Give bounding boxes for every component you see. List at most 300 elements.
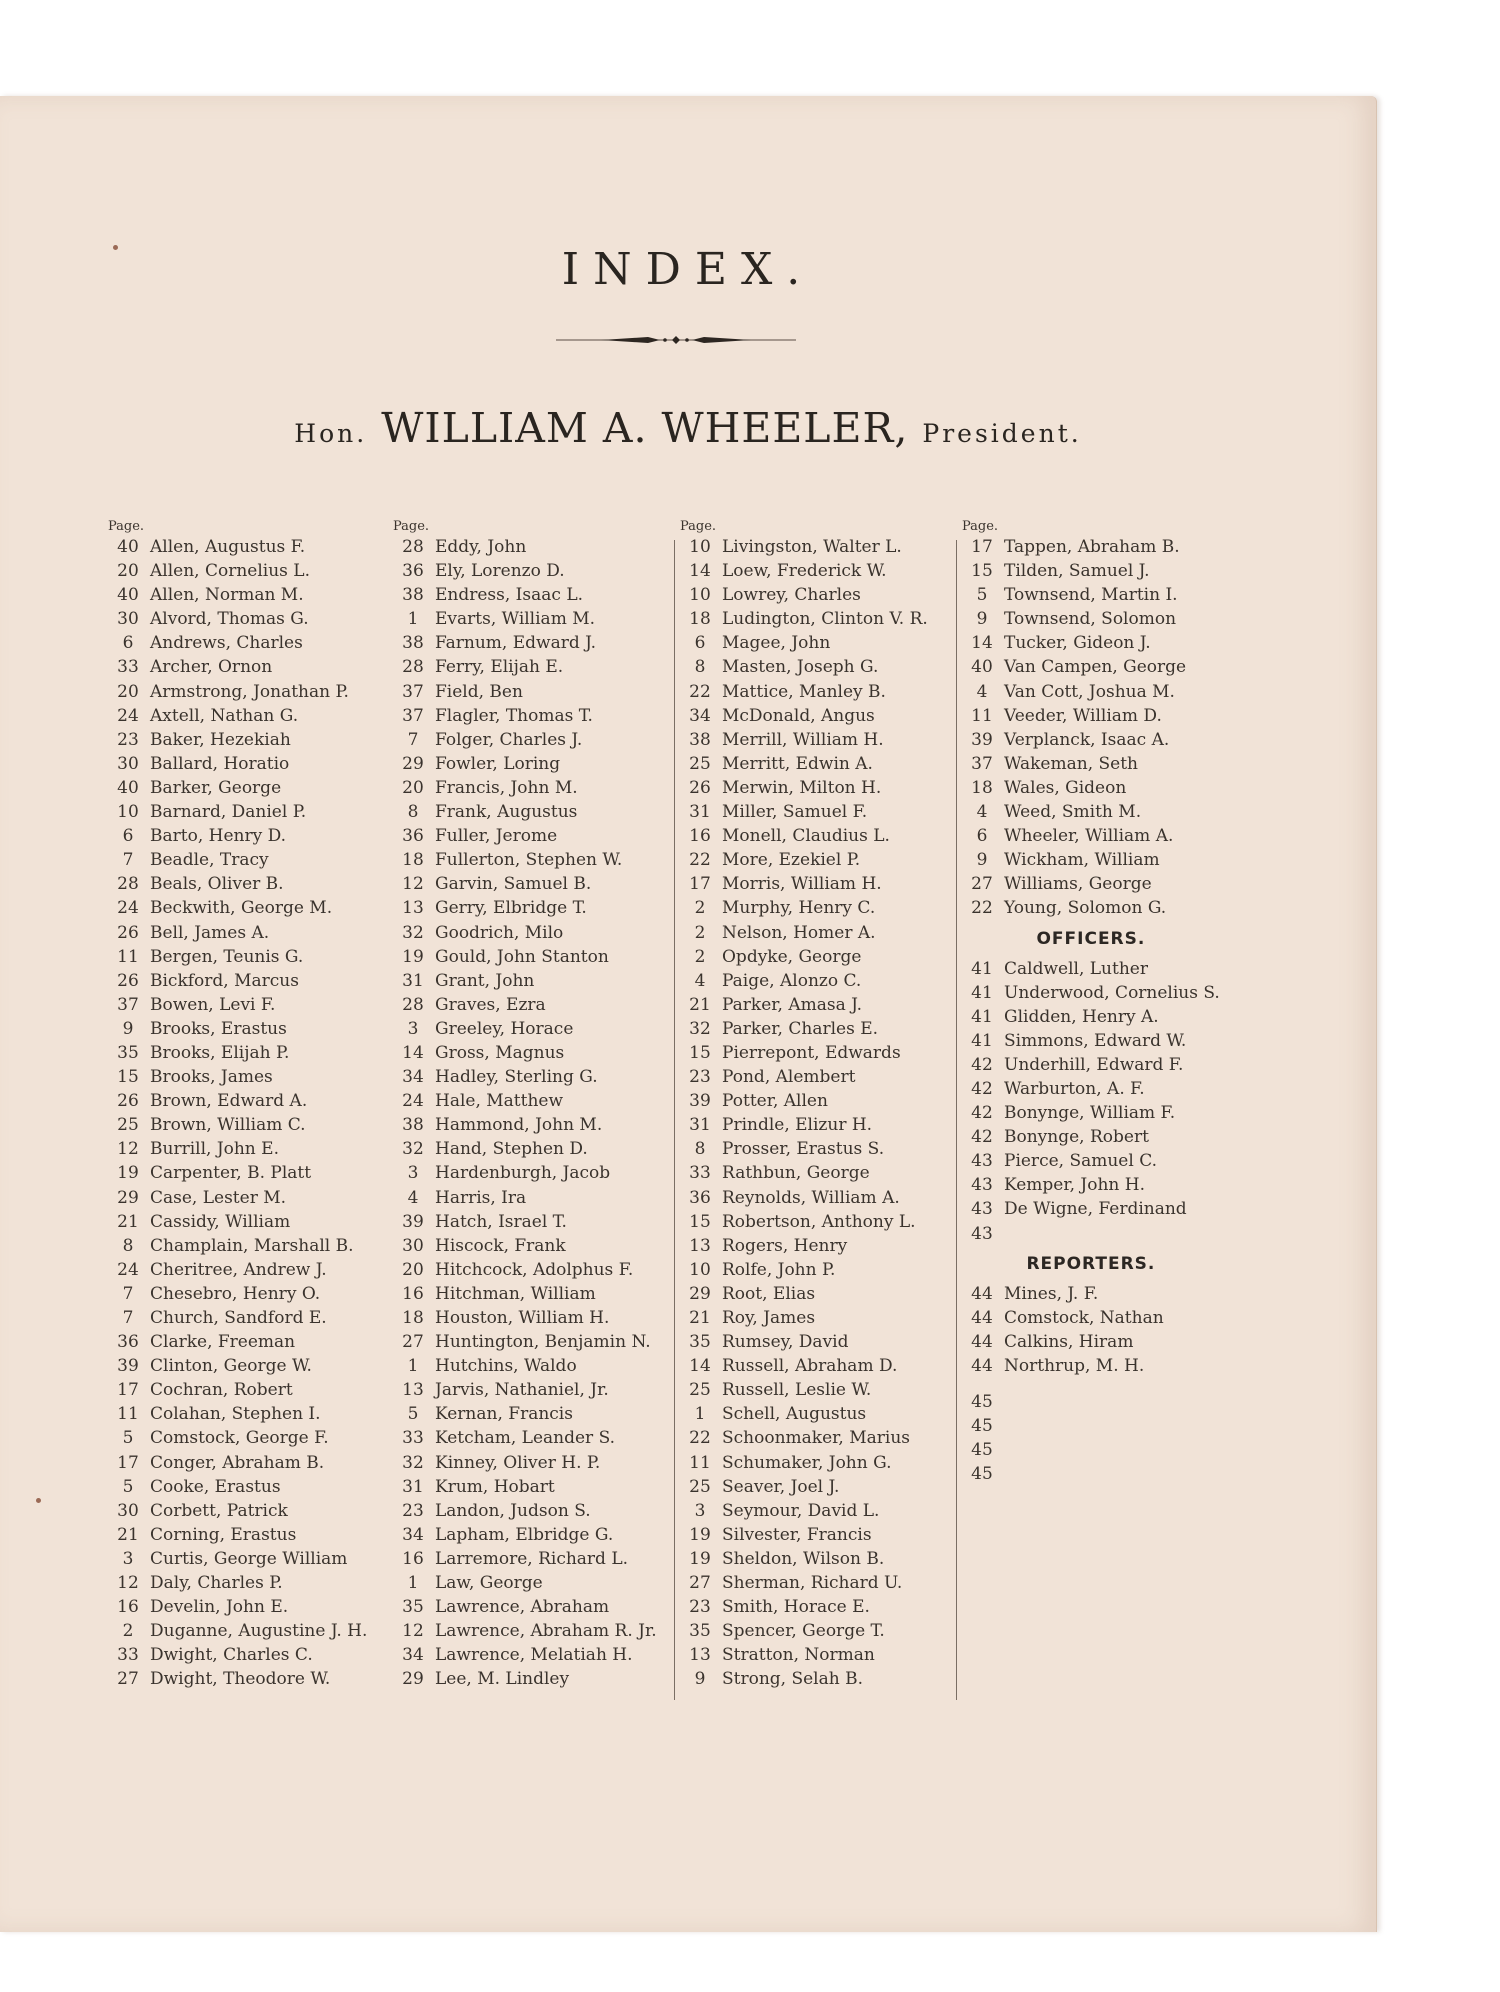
entry-name: Jarvis, Nathaniel, Jr. bbox=[435, 1380, 609, 1401]
index-entry bbox=[108, 1234, 367, 1258]
page-number: 21 bbox=[689, 1308, 711, 1328]
page-number: 38 bbox=[689, 729, 711, 750]
index-entry bbox=[108, 1595, 367, 1619]
page-number: 17 bbox=[971, 537, 993, 557]
entry-name: Sheldon, Wilson B. bbox=[722, 1548, 885, 1569]
page-number: 27 bbox=[402, 1332, 424, 1353]
index-entry bbox=[108, 1330, 367, 1354]
index-entry bbox=[108, 872, 367, 896]
entry-name: Monell, Claudius L. bbox=[722, 826, 890, 847]
index-entry bbox=[962, 583, 1220, 607]
page-number: 39 bbox=[117, 1356, 139, 1377]
page-number: 41 bbox=[971, 1030, 993, 1051]
entry-name: Lowrey, Charles bbox=[722, 585, 861, 606]
page-number: 24 bbox=[117, 1259, 139, 1280]
index-entry bbox=[962, 1330, 1220, 1354]
page-number: 21 bbox=[117, 1524, 139, 1545]
index-entry bbox=[680, 535, 928, 559]
index-entry bbox=[962, 1053, 1220, 1077]
page-number: 3 bbox=[407, 1018, 419, 1039]
index-entry bbox=[393, 1402, 657, 1426]
index-entry bbox=[393, 1089, 657, 1113]
index-entry bbox=[108, 1041, 367, 1065]
index-entry bbox=[680, 752, 928, 776]
entry-name: Russell, Abraham D. bbox=[722, 1356, 898, 1377]
index-entry bbox=[680, 1378, 928, 1402]
reporters-heading: REPORTERS. bbox=[1026, 1253, 1156, 1274]
index-entry bbox=[108, 728, 367, 752]
page-number: 42 bbox=[971, 1127, 993, 1148]
entry-name: Cheritree, Andrew J. bbox=[150, 1259, 327, 1280]
index-entry bbox=[393, 1426, 657, 1450]
entry-name: Landon, Judson S. bbox=[435, 1500, 591, 1521]
index-entry bbox=[962, 631, 1220, 655]
page-number: 10 bbox=[689, 585, 711, 606]
entry-name: Simmons, Edward W. bbox=[1004, 1030, 1187, 1051]
entry-name: Lawrence, Melatiah H. bbox=[435, 1645, 633, 1666]
page-number: 19 bbox=[402, 946, 424, 967]
entry-name: Huntington, Benjamin N. bbox=[435, 1332, 651, 1353]
page-number: 40 bbox=[971, 657, 993, 678]
page-number: 17 bbox=[689, 874, 711, 895]
page-number: 42 bbox=[971, 1103, 993, 1124]
index-entry bbox=[393, 1234, 657, 1258]
index-entry bbox=[393, 945, 657, 969]
entry-name: Ely, Lorenzo D. bbox=[435, 561, 565, 582]
trailing-entry bbox=[962, 1390, 1220, 1414]
index-entry bbox=[680, 1065, 928, 1089]
page-number: 27 bbox=[689, 1573, 711, 1594]
index-entry bbox=[108, 1499, 367, 1523]
page-number: 14 bbox=[402, 1042, 424, 1063]
index-entry bbox=[393, 607, 657, 631]
page-number: 7 bbox=[122, 1283, 134, 1304]
entry-name: Eddy, John bbox=[435, 537, 527, 557]
page-number: 11 bbox=[689, 1452, 711, 1473]
page-number: 33 bbox=[402, 1428, 424, 1449]
page-number: 41 bbox=[971, 958, 993, 979]
entry-name: Calkins, Hiram bbox=[1004, 1331, 1134, 1352]
page-number: 40 bbox=[117, 777, 139, 798]
president-name: WILLIAM A. WHEELER, bbox=[381, 404, 909, 452]
index-entry bbox=[393, 631, 657, 655]
index-entry bbox=[108, 1667, 367, 1691]
index-entry bbox=[108, 1354, 367, 1378]
entry-name: Barker, George bbox=[150, 777, 282, 798]
index-entry bbox=[108, 1017, 367, 1041]
index-entry bbox=[108, 1426, 367, 1450]
entry-name: Russell, Leslie W. bbox=[722, 1380, 872, 1401]
index-entry bbox=[393, 535, 657, 559]
page-number: 19 bbox=[689, 1548, 711, 1569]
page-number: 32 bbox=[402, 1452, 424, 1473]
index-entry bbox=[393, 1451, 657, 1475]
entry-name: Alvord, Thomas G. bbox=[150, 609, 309, 630]
page-number: 26 bbox=[117, 922, 139, 943]
entry-name: Lapham, Elbridge G. bbox=[435, 1524, 614, 1545]
page-number: 22 bbox=[689, 1428, 711, 1449]
entry-name: Endress, Isaac L. bbox=[435, 585, 584, 606]
entry-name: Hiscock, Frank bbox=[435, 1235, 566, 1256]
entry-name: Mattice, Manley B. bbox=[722, 681, 886, 702]
index-entry bbox=[108, 969, 367, 993]
page-number: 37 bbox=[402, 681, 424, 702]
page-number: 20 bbox=[117, 681, 139, 702]
trailing-entry bbox=[962, 1414, 1220, 1438]
page-number: 1 bbox=[694, 1404, 706, 1425]
index-entry bbox=[393, 872, 657, 896]
entry-name: Warburton, A. F. bbox=[1004, 1078, 1145, 1099]
entry-name: Carpenter, B. Platt bbox=[150, 1163, 312, 1184]
entry-name: Lawrence, Abraham bbox=[435, 1597, 610, 1618]
entry-name: Francis, John M. bbox=[435, 777, 578, 798]
page-number: 9 bbox=[976, 850, 988, 871]
page-number: 24 bbox=[117, 898, 139, 919]
page-number: 35 bbox=[402, 1597, 424, 1618]
entry-name: Chesebro, Henry O. bbox=[150, 1283, 321, 1304]
index-entry bbox=[680, 896, 928, 920]
index-entry bbox=[108, 1258, 367, 1282]
index-entry bbox=[962, 872, 1220, 896]
entry-name: McDonald, Angus bbox=[722, 705, 875, 726]
index-entry bbox=[680, 1619, 928, 1643]
entry-name: Dwight, Charles C. bbox=[150, 1645, 313, 1666]
page-number: 23 bbox=[689, 1067, 711, 1088]
index-entry bbox=[393, 1378, 657, 1402]
entry-name: Beadle, Tracy bbox=[150, 850, 269, 871]
page-number: 5 bbox=[122, 1428, 134, 1449]
entry-name: Fullerton, Stephen W. bbox=[435, 850, 623, 871]
entry-name: Wakeman, Seth bbox=[1004, 753, 1138, 774]
index-entry bbox=[680, 607, 928, 631]
entry-name: Williams, George bbox=[1004, 874, 1152, 895]
entry-name: Reynolds, William A. bbox=[722, 1187, 900, 1208]
page-number: 30 bbox=[117, 753, 139, 774]
index-entry bbox=[393, 993, 657, 1017]
entry-name: Underhill, Edward F. bbox=[1004, 1054, 1184, 1075]
page-number: 18 bbox=[689, 609, 711, 630]
entry-name: Bonynge, Robert bbox=[1004, 1127, 1149, 1148]
page-number: 43 bbox=[971, 1199, 993, 1220]
page-number: 13 bbox=[402, 1380, 424, 1401]
index-entry bbox=[962, 680, 1220, 704]
entry-name: Fowler, Loring bbox=[435, 753, 561, 774]
page-number: 14 bbox=[971, 633, 993, 654]
page-number: 13 bbox=[689, 1235, 711, 1256]
index-entry bbox=[393, 1667, 657, 1691]
page-number: 16 bbox=[689, 826, 711, 847]
index-entry bbox=[108, 800, 367, 824]
index-entry bbox=[680, 1354, 928, 1378]
index-entry bbox=[393, 1258, 657, 1282]
trailing-numbers bbox=[962, 1390, 1220, 1486]
entry-name: Krum, Hobart bbox=[435, 1476, 555, 1497]
page-number: 6 bbox=[122, 826, 134, 847]
page-number: 32 bbox=[402, 1139, 424, 1160]
page-number: 35 bbox=[689, 1621, 711, 1642]
page-number: 21 bbox=[117, 1211, 139, 1232]
index-entry bbox=[962, 1005, 1220, 1029]
index-entry bbox=[108, 535, 367, 559]
page-number: 34 bbox=[402, 1067, 424, 1088]
index-entry bbox=[962, 1354, 1220, 1378]
entry-name: Verplanck, Isaac A. bbox=[1004, 729, 1170, 750]
page-number: 2 bbox=[694, 922, 706, 943]
page-number: 11 bbox=[117, 946, 139, 967]
entry-name: Schoonmaker, Marius bbox=[722, 1428, 910, 1449]
page-number: 20 bbox=[117, 561, 139, 582]
column-rule bbox=[674, 540, 675, 1700]
entry-name: Van Cott, Joshua M. bbox=[1004, 681, 1175, 702]
index-entry bbox=[393, 1041, 657, 1065]
entry-name: Root, Elias bbox=[722, 1283, 816, 1304]
index-entry bbox=[962, 1149, 1220, 1173]
entry-name: Weed, Smith M. bbox=[1004, 802, 1142, 823]
page-number: 42 bbox=[971, 1078, 993, 1099]
page-number: 39 bbox=[689, 1091, 711, 1112]
entry-name: Daly, Charles P. bbox=[150, 1573, 283, 1594]
page-number: 8 bbox=[694, 1139, 706, 1160]
trailing-entry bbox=[962, 1462, 1220, 1486]
index-entry bbox=[680, 1113, 928, 1137]
index-entry bbox=[680, 631, 928, 655]
index-entry bbox=[680, 800, 928, 824]
entry-name: Champlain, Marshall B. bbox=[150, 1235, 354, 1256]
index-entry bbox=[680, 1595, 928, 1619]
page-number: 42 bbox=[971, 1054, 993, 1075]
entry-name: Nelson, Homer A. bbox=[722, 922, 876, 943]
index-entry bbox=[680, 1667, 928, 1691]
page-number: 15 bbox=[971, 561, 993, 582]
page-number: 15 bbox=[689, 1042, 711, 1063]
index-entry bbox=[393, 1475, 657, 1499]
index-entry bbox=[962, 957, 1220, 981]
index-entry bbox=[108, 1210, 367, 1234]
entry-name: Sherman, Richard U. bbox=[722, 1573, 903, 1594]
index-entry bbox=[108, 1402, 367, 1426]
page-number: 2 bbox=[122, 1621, 134, 1642]
entry-name: Gross, Magnus bbox=[435, 1042, 565, 1063]
index-entry bbox=[680, 1547, 928, 1571]
entry-name: Farnum, Edward J. bbox=[435, 633, 597, 654]
page-number: 38 bbox=[402, 633, 424, 654]
entry-name: Goodrich, Milo bbox=[435, 922, 564, 943]
index-entry bbox=[680, 1234, 928, 1258]
entry-name: Rumsey, David bbox=[722, 1332, 849, 1353]
entry-name: Burrill, John E. bbox=[150, 1139, 279, 1160]
page-number: 28 bbox=[402, 657, 424, 678]
page-number: 24 bbox=[402, 1091, 424, 1112]
entry-name: Archer, Ornon bbox=[150, 657, 273, 678]
page-number: 25 bbox=[117, 1115, 139, 1136]
page-number: 21 bbox=[689, 994, 711, 1015]
page-number: 13 bbox=[402, 898, 424, 919]
page-number: 44 bbox=[971, 1355, 993, 1376]
entry-name: Garvin, Samuel B. bbox=[435, 874, 592, 895]
entry-name: Barto, Henry D. bbox=[150, 826, 287, 847]
page-number: 17 bbox=[117, 1452, 139, 1473]
entry-name: Loew, Frederick W. bbox=[722, 561, 887, 582]
entry-name: More, Ezekiel P. bbox=[722, 850, 861, 871]
page-number: 39 bbox=[402, 1211, 424, 1232]
page-number: 24 bbox=[117, 705, 139, 726]
page-number: 28 bbox=[402, 994, 424, 1015]
page-number: 26 bbox=[117, 1091, 139, 1112]
entry-name: Allen, Cornelius L. bbox=[150, 561, 310, 582]
index-entry bbox=[108, 583, 367, 607]
index-entry bbox=[680, 1571, 928, 1595]
index-entry bbox=[680, 1258, 928, 1282]
entry-name: Potter, Allen bbox=[722, 1091, 828, 1112]
entry-name: Conger, Abraham B. bbox=[150, 1452, 325, 1473]
page-number: 16 bbox=[402, 1548, 424, 1569]
page-number: 37 bbox=[402, 705, 424, 726]
index-entry bbox=[108, 1523, 367, 1547]
entry-name: Flagler, Thomas T. bbox=[435, 705, 593, 726]
index-entry bbox=[108, 607, 367, 631]
page-number: 12 bbox=[117, 1573, 139, 1594]
entry-name: Larremore, Richard L. bbox=[435, 1548, 629, 1569]
page-number: 19 bbox=[689, 1524, 711, 1545]
page-number: 40 bbox=[117, 537, 139, 557]
entry-name: Bergen, Teunis G. bbox=[150, 946, 304, 967]
index-entry bbox=[108, 1065, 367, 1089]
index-entry bbox=[108, 1282, 367, 1306]
index-entry bbox=[962, 824, 1220, 848]
page-column-label: Page. bbox=[680, 519, 717, 534]
page-number: 14 bbox=[689, 561, 711, 582]
index-entry bbox=[962, 559, 1220, 583]
entry-name: Van Campen, George bbox=[1004, 657, 1187, 678]
page-number: 32 bbox=[402, 922, 424, 943]
index-entry bbox=[108, 655, 367, 679]
entry-name: Barnard, Daniel P. bbox=[150, 802, 307, 823]
page-column-label: Page. bbox=[108, 519, 145, 534]
entry-list bbox=[680, 535, 928, 1692]
index-entry bbox=[680, 1643, 928, 1667]
entry-name: Townsend, Martin I. bbox=[1004, 585, 1178, 606]
index-entry bbox=[962, 776, 1220, 800]
index-entry bbox=[680, 1499, 928, 1523]
index-entry bbox=[393, 776, 657, 800]
index-entry bbox=[108, 945, 367, 969]
index-entry bbox=[108, 631, 367, 655]
index-entry bbox=[393, 1330, 657, 1354]
entry-name: Kernan, Francis bbox=[435, 1404, 573, 1425]
page-number: 23 bbox=[402, 1500, 424, 1521]
entry-name: Glidden, Henry A. bbox=[1004, 1006, 1159, 1027]
entry-name: Spencer, George T. bbox=[722, 1621, 885, 1642]
entry-name: Beals, Oliver B. bbox=[150, 874, 284, 895]
entry-name: Wheeler, William A. bbox=[1004, 826, 1174, 847]
page-number: 43 bbox=[971, 1175, 993, 1196]
index-entry bbox=[680, 1210, 928, 1234]
entry-name: Merritt, Edwin A. bbox=[722, 753, 873, 774]
page-number: 16 bbox=[402, 1283, 424, 1304]
entry-name: Ketcham, Leander S. bbox=[435, 1428, 616, 1449]
index-entry bbox=[108, 1475, 367, 1499]
page-number: 11 bbox=[971, 705, 993, 726]
page-number: 9 bbox=[122, 1018, 134, 1039]
page-number: 9 bbox=[694, 1669, 706, 1690]
index-entry bbox=[962, 981, 1220, 1005]
entry-name: Schell, Augustus bbox=[722, 1404, 867, 1425]
index-entry bbox=[108, 1137, 367, 1161]
entry-name: Merrill, William H. bbox=[722, 729, 884, 750]
index-entry bbox=[393, 1523, 657, 1547]
entry-name: Kemper, John H. bbox=[1004, 1175, 1146, 1196]
page-number: 13 bbox=[689, 1645, 711, 1666]
index-entry bbox=[393, 1499, 657, 1523]
page-number: 26 bbox=[689, 777, 711, 798]
entry-name: Masten, Joseph G. bbox=[722, 657, 879, 678]
page-number: 12 bbox=[402, 874, 424, 895]
page-number: 27 bbox=[117, 1669, 139, 1690]
page-number: 8 bbox=[122, 1235, 134, 1256]
index-entry bbox=[108, 1186, 367, 1210]
index-entry bbox=[680, 1282, 928, 1306]
index-entry bbox=[680, 655, 928, 679]
page-number: 1 bbox=[407, 609, 419, 630]
index-entry bbox=[962, 655, 1220, 679]
index-entry bbox=[962, 1222, 1220, 1246]
entry-name: Prosser, Erastus S. bbox=[722, 1139, 885, 1160]
page-number: 35 bbox=[689, 1332, 711, 1353]
page-number: 12 bbox=[402, 1621, 424, 1642]
page-number: 6 bbox=[976, 826, 988, 847]
entry-list bbox=[108, 535, 367, 1692]
page-number: 29 bbox=[689, 1283, 711, 1304]
index-column-2 bbox=[393, 520, 657, 1692]
index-entry bbox=[680, 1402, 928, 1426]
officers-list bbox=[962, 957, 1220, 1246]
entry-name: Magee, John bbox=[722, 633, 831, 654]
index-entry bbox=[680, 969, 928, 993]
index-entry bbox=[680, 559, 928, 583]
index-entry bbox=[108, 1619, 367, 1643]
entry-name: De Wigne, Ferdinand bbox=[1004, 1199, 1187, 1220]
entry-name: Bowen, Levi F. bbox=[150, 994, 276, 1015]
index-entry bbox=[393, 1186, 657, 1210]
entry-name: Lee, M. Lindley bbox=[435, 1669, 570, 1690]
page-number: 18 bbox=[402, 1308, 424, 1328]
page-number: 31 bbox=[689, 802, 711, 823]
index-entry bbox=[108, 1643, 367, 1667]
page-number: 16 bbox=[117, 1597, 139, 1618]
index-title: INDEX. bbox=[561, 244, 815, 295]
page-number: 6 bbox=[122, 633, 134, 654]
entry-name: Develin, John E. bbox=[150, 1597, 289, 1618]
entry-list bbox=[393, 535, 657, 1692]
page-number: 36 bbox=[402, 561, 424, 582]
entry-name: Parker, Amasa J. bbox=[722, 994, 863, 1015]
index-entry bbox=[680, 1330, 928, 1354]
entry-name: Hadley, Sterling G. bbox=[435, 1067, 598, 1088]
index-entry bbox=[393, 728, 657, 752]
index-entry bbox=[962, 1282, 1220, 1306]
entry-name: Morris, William H. bbox=[722, 874, 882, 895]
page-number: 31 bbox=[402, 970, 424, 991]
index-entry bbox=[108, 848, 367, 872]
page-number: 37 bbox=[971, 753, 993, 774]
page-number: 4 bbox=[976, 802, 988, 823]
page-number: 33 bbox=[689, 1163, 711, 1184]
entry-name: Robertson, Anthony L. bbox=[722, 1211, 916, 1232]
index-entry bbox=[108, 824, 367, 848]
index-entry bbox=[680, 824, 928, 848]
entry-name: Hand, Stephen D. bbox=[435, 1139, 588, 1160]
index-entry bbox=[393, 1210, 657, 1234]
